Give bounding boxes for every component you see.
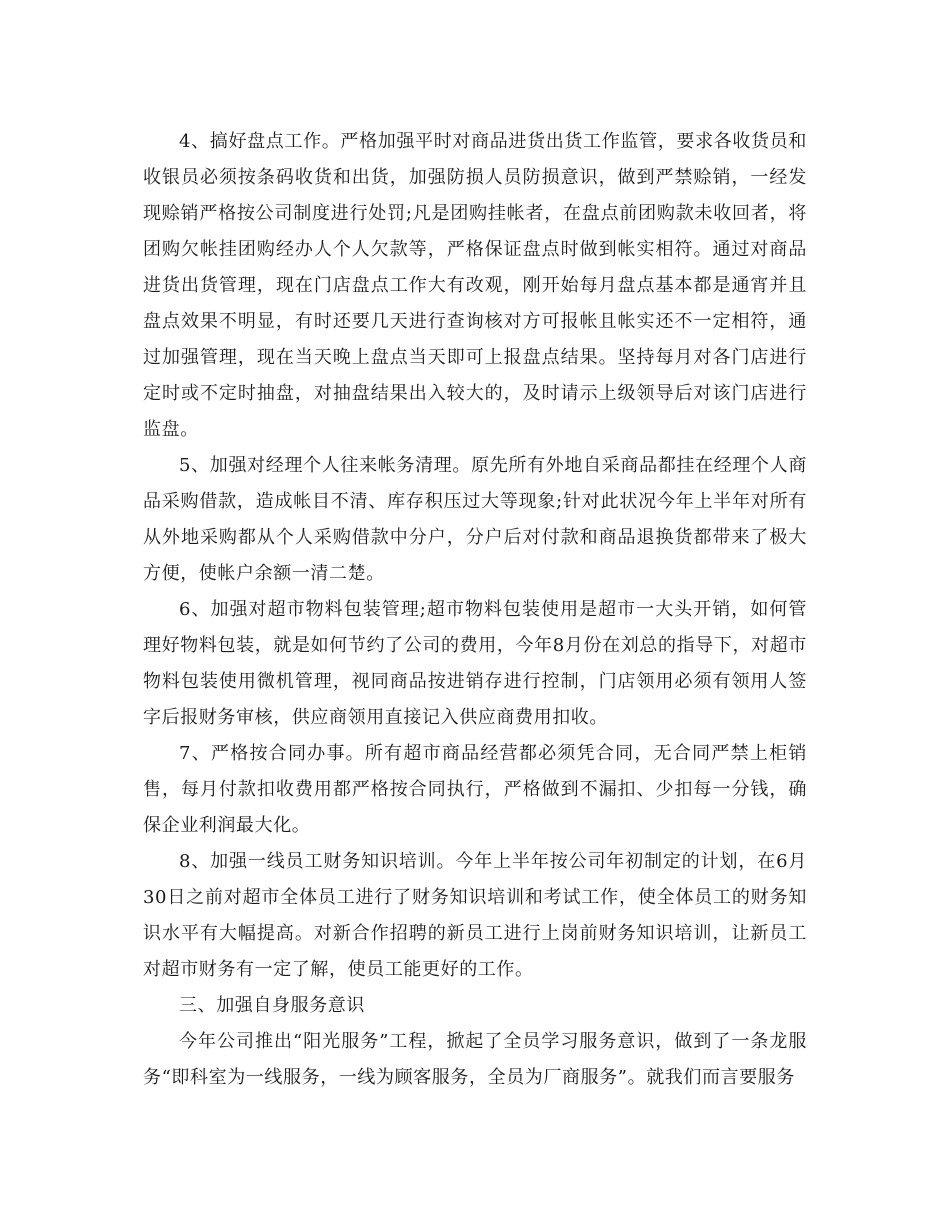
paragraph-manager-accounts: 5、加强对经理个人往来帐务清理。原先所有外地自采商品都挂在经理个人商品采购借款，造成帐目不清、库存积压过大等现象;针对此状况今年上半年对所有从外地采购都从个人采购借款中分户，分户后对付款和商品退换货都带来了极大方便，使帐户余额一清二楚。 [143,455,807,584]
section-heading-service-awareness: 三、加强自身服务意识 [179,995,365,1016]
paragraph-packaging-materials: 6、加强对超市物料包装管理;超市物料包装使用是超市一大头开销，如何管理好物料包装，就是如何节约了公司的费用，今年8月份在刘总的指导下，对超市物料包装使用微机管理，视同商品按进销存进行控制，门店领用必须有领用人签字后报财务审核，供应商领用直接记入供应商费用扣收。 [143,599,807,728]
paragraph-inventory-check: 4、搞好盘点工作。严格加强平时对商品进货出货工作监管，要求各收货员和收银员必须按条码收货和出货，加强防损人员防损意识，做到严禁赊销，一经发现赊销严格按公司制度进行处罚;凡是团购挂帐者，在盘点前团购款未收回者，将团购欠帐挂团购经办人个人欠款等，严格保证盘点时做到帐实相符。通过对商品进货出货管理，现在门店盘点工作大有改观，刚开始每月盘点基本都是通宵并且盘点效果不明显，有时还要几天进行查询核对方可报帐且帐实还不一定相符，通过加强管理，现在当天晚上盘点当天即可上报盘点结果。坚持每月对各门店进行定时或不定时抽盘，对抽盘结果出入较大的，及时请示上级领导后对该门店进行监盘。 [143,131,807,440]
paragraph-sunshine-service: 今年公司推出“阳光服务”工程，掀起了全员学习服务意识，做到了一条龙服务“即科室为一线服务，一线为顾客服务，全员为厂商服务”。就我们而言要服务 [143,1031,807,1088]
paragraph-contracts: 7、严格按合同办事。所有超市商品经营都必须凭合同，无合同严禁上柜销售，每月付款扣收费用都严格按合同执行，严格做到不漏扣、少扣每一分钱，确保企业利润最大化。 [143,743,807,836]
document-body [143,124,807,1096]
paragraph-staff-training: 8、加强一线员工财务知识培训。今年上半年按公司年初制定的计划，在6月30日之前对超市全体员工进行了财务知识培训和考试工作，使全体员工的财务知识水平有大幅提高。对新合作招聘的新员工进行上岗前财务知识培训，让新员工对超市财务有一定了解，使员工能更好的工作。 [143,851,807,980]
